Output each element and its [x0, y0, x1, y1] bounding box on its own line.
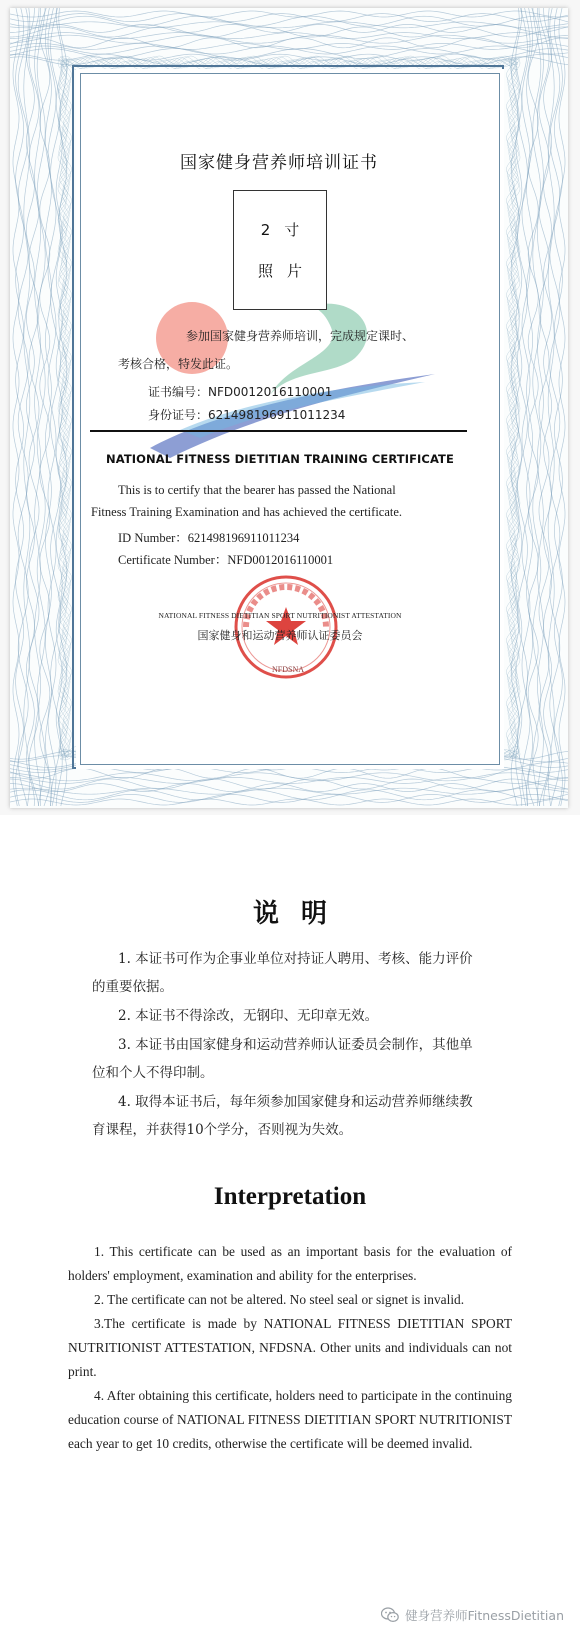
- certificate-image: [0, 0, 580, 815]
- explanation-item-cn-2-line1: 2. 本证书不得涂改，无钢印、无印章无效。: [118, 1008, 379, 1024]
- explanation-item-cn-3: [92, 1031, 512, 1087]
- cert-number-label-cn: 证书编号：: [148, 385, 209, 399]
- explanation-item-cn-3-line2: 位和个人不得印制。: [92, 1065, 214, 1081]
- photo-size-label: 2寸: [260, 221, 314, 239]
- explanation-item-cn-3-line1: 3. 本证书由国家健身和运动营养师认证委员会制作，其他单: [118, 1037, 473, 1053]
- account-watermark: [381, 1606, 564, 1624]
- cert-body-cn-line2: 考核合格，特发此证。: [118, 357, 239, 371]
- explanation-item-en-3: [68, 1312, 512, 1384]
- explanation-item-cn-4: [92, 1088, 512, 1144]
- explanation-item-en-3-text: 3.The certificate is made by NATIONAL FITNESS DIETITIAN SPORT NUTRITIONIST ATTESTATION, NFDSNA. Other units and individuals can not print.: [68, 1316, 512, 1379]
- explanation-item-en-2: [68, 1288, 512, 1312]
- certificate-title-cn: 国家健身营养师培训证书: [180, 153, 378, 173]
- certificate-divider: [90, 430, 467, 432]
- cert-number-row-en: [118, 550, 333, 568]
- cert-number-label-en: Certificate Number：: [118, 553, 228, 567]
- cert-number-cn: NFD0012016110001: [208, 385, 333, 399]
- explanation-item-en-1: [68, 1240, 512, 1288]
- explanation-title-en: Interpretation: [213, 1183, 367, 1210]
- explanation-item-cn-1-line1: 1. 本证书可作为企事业单位对持证人聘用、考核、能力评价: [118, 951, 473, 967]
- cert-number-row-cn: [148, 383, 332, 400]
- explanation-item-cn-2: [92, 1002, 512, 1030]
- wechat-icon: [381, 1607, 399, 1623]
- id-number-en: 621498196911011234: [187, 531, 300, 545]
- id-number-label-cn: 身份证号：: [148, 408, 209, 422]
- seal-caption-cn: 国家健身和运动营养师认证委员会: [197, 629, 363, 642]
- cert-body-en-line2: Fitness Training Examination and has achieved the certificate.: [91, 505, 403, 519]
- seal-caption-en: NATIONAL FITNESS DIETITIAN SPORT NUTRITIONIST ATTESTATION: [158, 611, 402, 620]
- cert-number-en: NFD0012016110001: [227, 553, 334, 567]
- cert-body-en-line1: This is to certify that the bearer has passed the National: [118, 483, 396, 497]
- id-number-cn: 621498196911011234: [208, 408, 346, 422]
- explanation-item-en-4: [68, 1384, 512, 1456]
- seal-abbreviation: NFDSNA: [271, 665, 304, 674]
- logo-green-swoosh: [270, 304, 367, 395]
- explanation-item-cn-1-line2: 的重要依据。: [92, 979, 173, 995]
- explanation-item-cn-4-line2: 育课程，并获得10个学分，否则视为失效。: [92, 1122, 353, 1138]
- explanation-item-en-4-text: 4. After obtaining this certificate, holders need to participate in the continuing education course of NATIONAL FITNESS DIETITIAN SPORT NUTRITIONIST each year to get 10 credits, otherwise the certificate will be deemed invalid.: [68, 1388, 512, 1451]
- id-number-label-en: ID Number：: [118, 531, 188, 545]
- explanation-item-en-2-text: 2. The certificate can not be altered. No steel seal or signet is invalid.: [94, 1292, 465, 1307]
- certificate-title-en: NATIONAL FITNESS DIETITIAN TRAINING CERTIFICATE: [106, 452, 454, 466]
- photo-placeholder: [233, 190, 327, 310]
- explanation-item-cn-1: [92, 945, 512, 1001]
- cert-body-cn-line1: 参加国家健身营养师培训，完成规定课时、: [186, 329, 415, 343]
- explanation-item-cn-4-line1: 4. 取得本证书后，每年须参加国家健身和运动营养师继续教: [118, 1094, 473, 1110]
- explanation-item-en-1-text: 1. This certificate can be used as an important basis for the evaluation of holders' employment, examination and ability for the enterprises.: [68, 1244, 512, 1283]
- id-number-row-en: [118, 528, 299, 546]
- explanation-title-cn: 说明: [252, 899, 349, 929]
- watermark-text: 健身营养师FitnessDietitian: [405, 1608, 564, 1623]
- id-number-row-cn: [148, 406, 345, 423]
- photo-label: 照片: [257, 262, 316, 280]
